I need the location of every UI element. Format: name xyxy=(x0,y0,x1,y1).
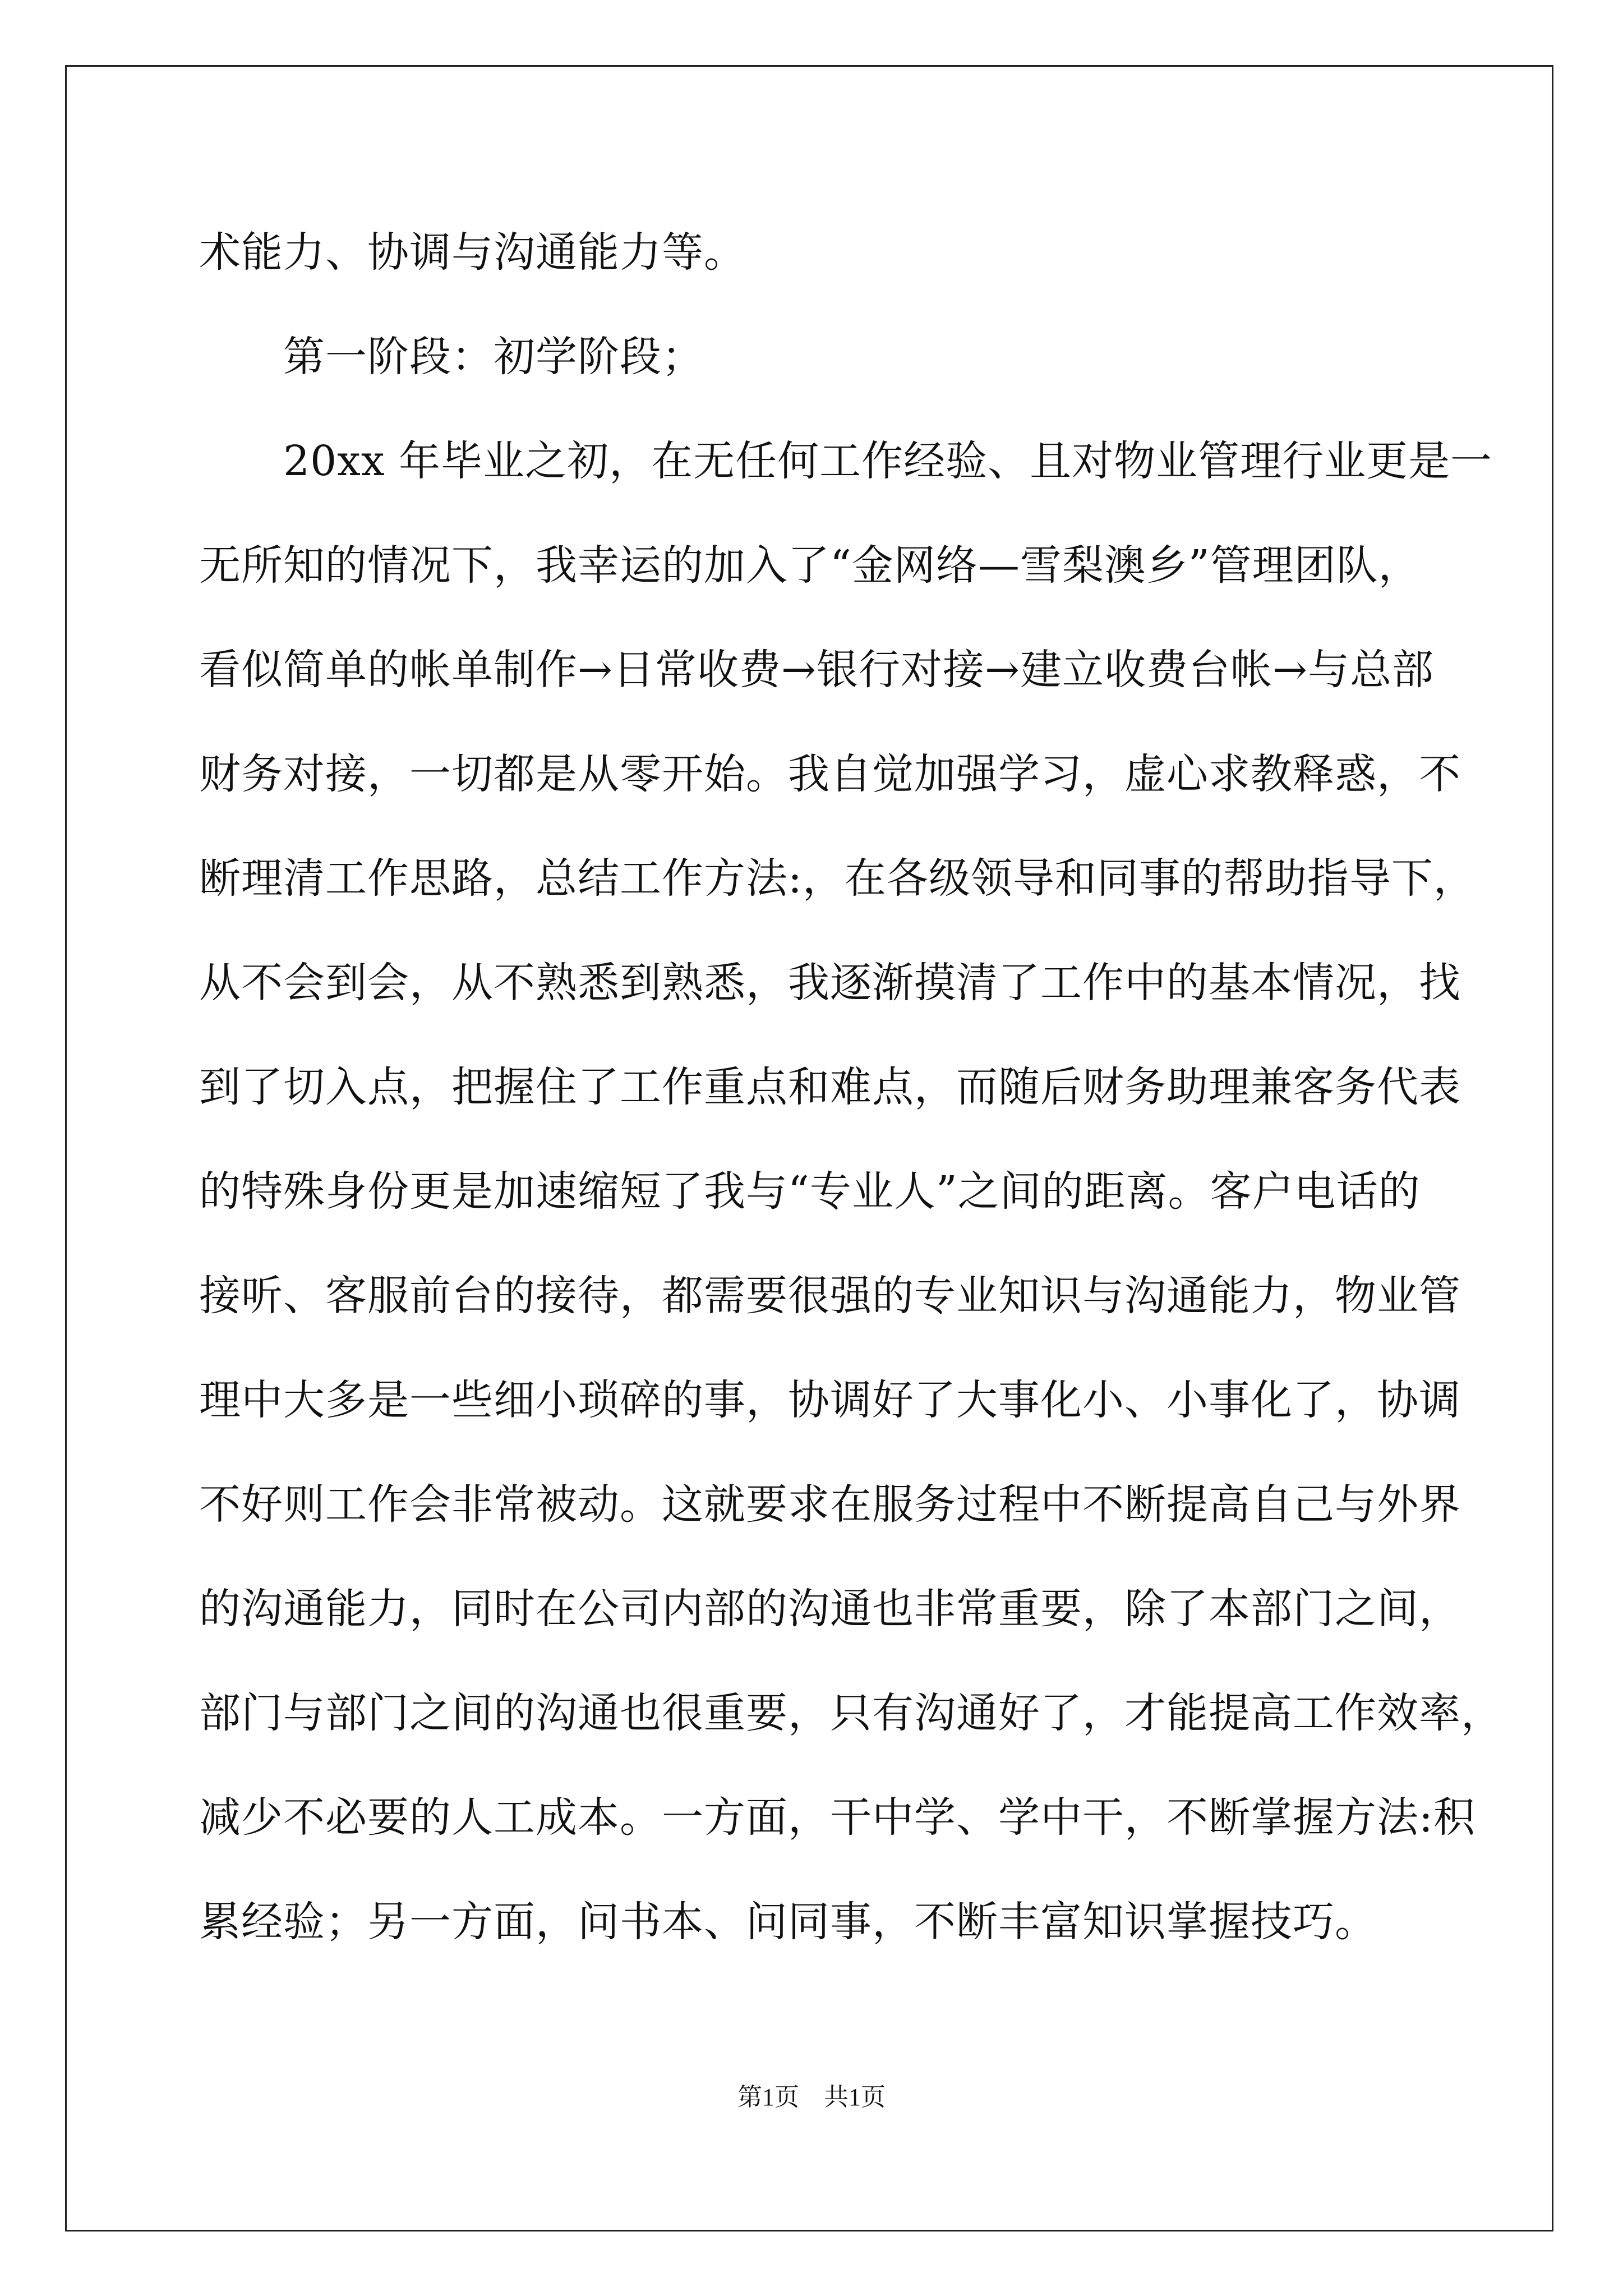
text-line: 的特殊身份更是加速缩短了我与“专业人”之间的距离。客户电话的 xyxy=(199,1167,1421,1216)
text-line: 不好则工作会非常被动。这就要求在服务过程中不断提高自己与外界 xyxy=(199,1480,1461,1529)
text-line: 无所知的情况下，我幸运的加入了“金网络—雪梨澳乡”管理团队， xyxy=(199,541,1421,590)
text-line: 术能力、协调与沟通能力等。 xyxy=(199,228,746,277)
text-line: 减少不必要的人工成本。一方面，干中学、学中干，不断掌握方法:积 xyxy=(199,1793,1476,1842)
text-line: 20xx 年毕业之初，在无任何工作经验、且对物业管理行业更是一 xyxy=(199,437,1493,485)
text-line: 到了切入点，把握住了工作重点和难点，而随后财务助理兼客务代表 xyxy=(199,1063,1461,1111)
text-line: 的沟通能力，同时在公司内部的沟通也非常重要，除了本部门之间， xyxy=(199,1585,1461,1633)
text-line: 看似简单的帐单制作→日常收费→银行对接→建立收费台帐→与总部 xyxy=(199,646,1435,694)
document-body xyxy=(199,208,1503,1981)
text-line: 接听、客服前台的接待，都需要很强的专业知识与沟通能力，物业管 xyxy=(199,1272,1461,1320)
text-line: 第一阶段：初学阶段； xyxy=(199,333,704,381)
text-line: 累经验；另一方面，问书本、问同事，不断丰富知识掌握技巧。 xyxy=(199,1898,1377,1946)
text-line: 部门与部门之间的沟通也很重要，只有沟通好了，才能提高工作效率， xyxy=(199,1689,1503,1737)
text-line: 财务对接，一切都是从零开始。我自觉加强学习，虚心求教释惑，不 xyxy=(199,750,1461,798)
text-line: 理中大多是一些细小琐碎的事，协调好了大事化小、小事化了，协调 xyxy=(199,1376,1461,1424)
text-line: 断理清工作思路，总结工作方法:，在各级领导和同事的帮助指导下， xyxy=(199,854,1476,903)
text-line: 从不会到会，从不熟悉到熟悉，我逐渐摸清了工作中的基本情况，找 xyxy=(199,959,1461,1007)
page-footer: 第1页 共1页 xyxy=(737,2083,886,2111)
